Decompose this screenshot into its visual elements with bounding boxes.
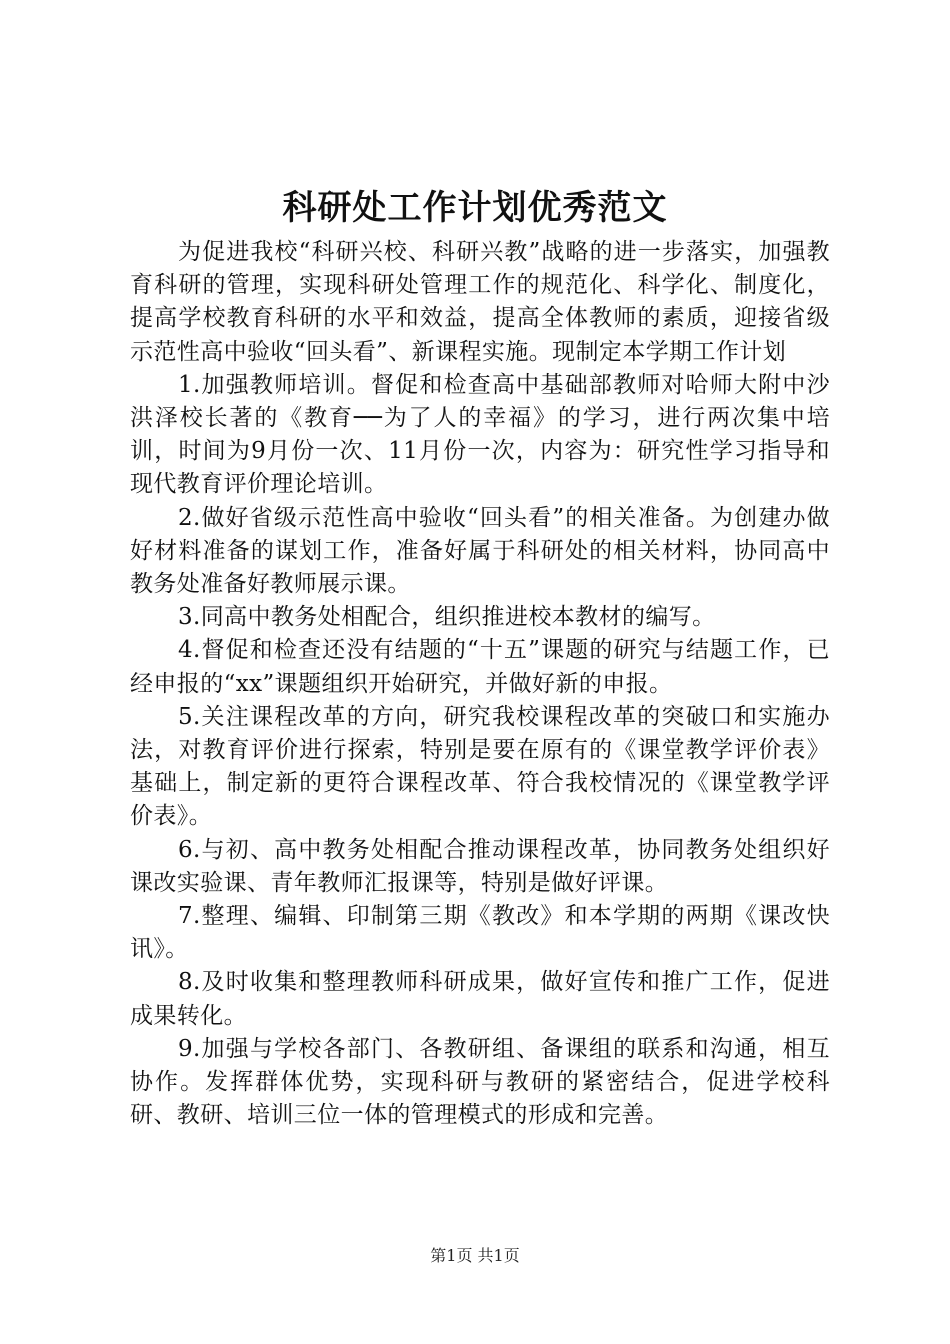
plan-item-6: 6.与初、高中教务处相配合推动课程改革，协同教务处组织好课改实验课、青年教师汇报课等，特别是做好评课。 [130, 836, 830, 896]
plan-item-2: 2.做好省级示范性高中验收“回头看”的相关准备。为创建办做好材料准备的谋划工作，准备好属于科研处的相关材料，协同高中教务处准备好教师展示课。 [130, 504, 830, 598]
document-body [130, 236, 830, 1132]
document-title: 科研处工作计划优秀范文 [282, 188, 668, 228]
plan-item-1: 1.加强教师培训。督促和检查高中基础部教师对哈师大附中沙洪泽校长著的《教育──为了人的幸福》的学习，进行两次集中培训，时间为9月份一次、11月份一次，内容为：研究性学习指导和现代教育评价理论培训。 [130, 371, 830, 498]
plan-item-9: 9.加强与学校各部门、各教研组、备课组的联系和沟通，相互协作。发挥群体优势，实现科研与教研的紧密结合，促进学校科研、教研、培训三位一体的管理模式的形成和完善。 [130, 1035, 830, 1129]
plan-item-5: 5.关注课程改革的方向，研究我校课程改革的突破口和实施办法，对教育评价进行探索，特别是要在原有的《课堂教学评价表》基础上，制定新的更符合课程改革、符合我校情况的《课堂教学评价表》。 [130, 703, 830, 830]
plan-item-8: 8.及时收集和整理教师科研成果，做好宣传和推广工作，促进成果转化。 [130, 969, 830, 1029]
plan-item-4: 4.督促和检查还没有结题的“十五”课题的研究与结题工作，已经申报的“xx”课题组织开始研究，并做好新的申报。 [130, 637, 830, 697]
plan-item-3: 3.同高中教务处相配合，组织推进校本教材的编写。 [178, 604, 716, 631]
page-footer: 第1页 共1页 [430, 1246, 520, 1265]
intro-paragraph: 为促进我校“科研兴校、科研兴教”战略的进一步落实，加强教育科研的管理，实现科研处管理工作的规范化、科学化、制度化，提高学校教育科研的水平和效益，提高全体教师的素质，迎接省级示范性高中验收“回头看”、新课程实施。现制定本学期工作计划 [130, 239, 830, 365]
plan-item-7: 7.整理、编辑、印制第三期《教改》和本学期的两期《课改快讯》。 [130, 903, 830, 963]
